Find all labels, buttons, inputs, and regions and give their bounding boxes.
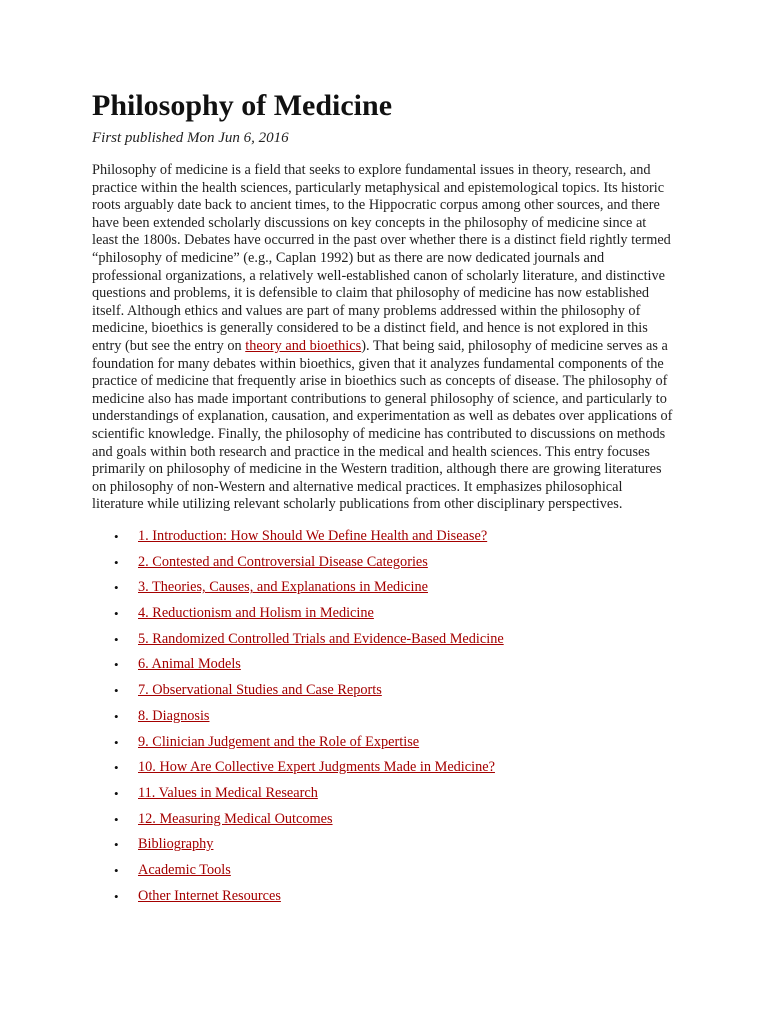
toc-link-introduction[interactable]: 1. Introduction: How Should We Define Health and Disease? <box>138 527 488 544</box>
toc-link-other-internet-resources[interactable]: Other Internet Resources <box>138 887 281 904</box>
abstract-text-part-1: Philosophy of medicine is a field that seeks to explore fundamental issues in theory, research, and practice within the health sciences, particularly metaphysical and epistemological topics. Its historic roots arguably date back to ancient times, to the Hippocratic corpus among other sources, and there have been extended scholarly discussions on key concepts in the philosophy of medicine since at least the 1800s. Debates have occurred in the past over whether there is a distinct field rightly termed “philosophy of medicine” (e.g., Caplan 1992) but as there are now dedicated journals and professional organizations, a relatively well-established canon of scholarly literature, and distinctive questions and problems, it is defensible to claim that philosophy of medicine has now established itself. Although ethics and values are part of many problems addressed within the philosophy of medicine, bioethics is generally considered to be a distinct field, and hence is not explored in this entry (but see the entry on <box>92 162 671 354</box>
toc-link-values-medical-research[interactable]: 11. Values in Medical Research <box>138 784 318 801</box>
toc-link-reductionism-holism[interactable]: 4. Reductionism and Holism in Medicine <box>138 604 374 621</box>
toc-item <box>92 884 676 910</box>
toc-item <box>92 575 676 601</box>
toc-link-measuring-outcomes[interactable]: 12. Measuring Medical Outcomes <box>138 810 333 827</box>
toc-item <box>92 858 676 884</box>
toc-item <box>92 601 676 627</box>
publication-date: First published Mon Jun 6, 2016 <box>92 130 289 146</box>
toc-link-rct-ebm[interactable]: 5. Randomized Controlled Trials and Evidence-Based Medicine <box>138 630 504 647</box>
bullet-icon: • <box>114 863 119 879</box>
bullet-icon: • <box>114 605 119 621</box>
bullet-icon: • <box>114 811 119 827</box>
toc-link-animal-models[interactable]: 6. Animal Models <box>138 656 241 673</box>
toc-item <box>92 652 676 678</box>
toc-item <box>92 755 676 781</box>
bullet-icon: • <box>114 734 119 750</box>
bullet-icon: • <box>114 760 119 776</box>
toc-item <box>92 627 676 653</box>
bullet-icon: • <box>114 785 119 801</box>
toc-item <box>92 678 676 704</box>
toc-link-theories-causes[interactable]: 3. Theories, Causes, and Explanations in Medicine <box>138 579 428 596</box>
abstract-paragraph <box>92 162 676 514</box>
toc-item <box>92 550 676 576</box>
bullet-icon: • <box>114 888 119 904</box>
toc-item <box>92 524 676 550</box>
abstract-text-part-2: ). That being said, philosophy of medicine serves as a foundation for many debates within bioethics, given that it analyzes fundamental components of the practice of medicine that frequently arise in bioethics such as concepts of disease. The philosophy of medicine also has made important contributions to general philosophy of science, and particularly to understandings of explanation, causation, and experimentation as well as debates over applications of scientific knowledge. Finally, the philosophy of medicine has contributed to discussions on methods and goals within both research and practice in the medical and health sciences. This entry focuses primarily on philosophy of medicine in the Western tradition, although there are growing literatures on philosophy of non-Western and alternative medical practices. It emphasizes philosophical literature while utilizing relevant scholarly publications from other disciplinary perspectives. <box>92 337 673 513</box>
bullet-icon: • <box>114 683 119 699</box>
page-title: Philosophy of Medicine <box>92 89 393 122</box>
bullet-icon: • <box>114 580 119 596</box>
toc-link-collective-expert-judgments[interactable]: 10. How Are Collective Expert Judgments Made in Medicine? <box>138 759 495 776</box>
bullet-icon: • <box>114 631 119 647</box>
bullet-icon: • <box>114 554 119 570</box>
bullet-icon: • <box>114 708 119 724</box>
bullet-icon: • <box>114 657 119 673</box>
toc-link-observational-studies[interactable]: 7. Observational Studies and Case Reports <box>138 682 382 699</box>
toc-item <box>92 832 676 858</box>
toc-link-diagnosis[interactable]: 8. Diagnosis <box>138 707 210 724</box>
toc-item <box>92 704 676 730</box>
toc-item <box>92 781 676 807</box>
toc-item <box>92 807 676 833</box>
toc-link-academic-tools[interactable]: Academic Tools <box>138 862 231 879</box>
bullet-icon: • <box>114 837 119 853</box>
toc-link-clinician-judgement[interactable]: 9. Clinician Judgement and the Role of Expertise <box>138 733 420 750</box>
table-of-contents <box>92 524 676 910</box>
toc-link-bibliography[interactable]: Bibliography <box>138 836 214 853</box>
bullet-icon: • <box>114 528 119 544</box>
toc-item <box>92 730 676 756</box>
toc-link-contested-categories[interactable]: 2. Contested and Controversial Disease Categories <box>138 553 428 570</box>
theory-and-bioethics-link[interactable]: theory and bioethics <box>245 337 362 354</box>
